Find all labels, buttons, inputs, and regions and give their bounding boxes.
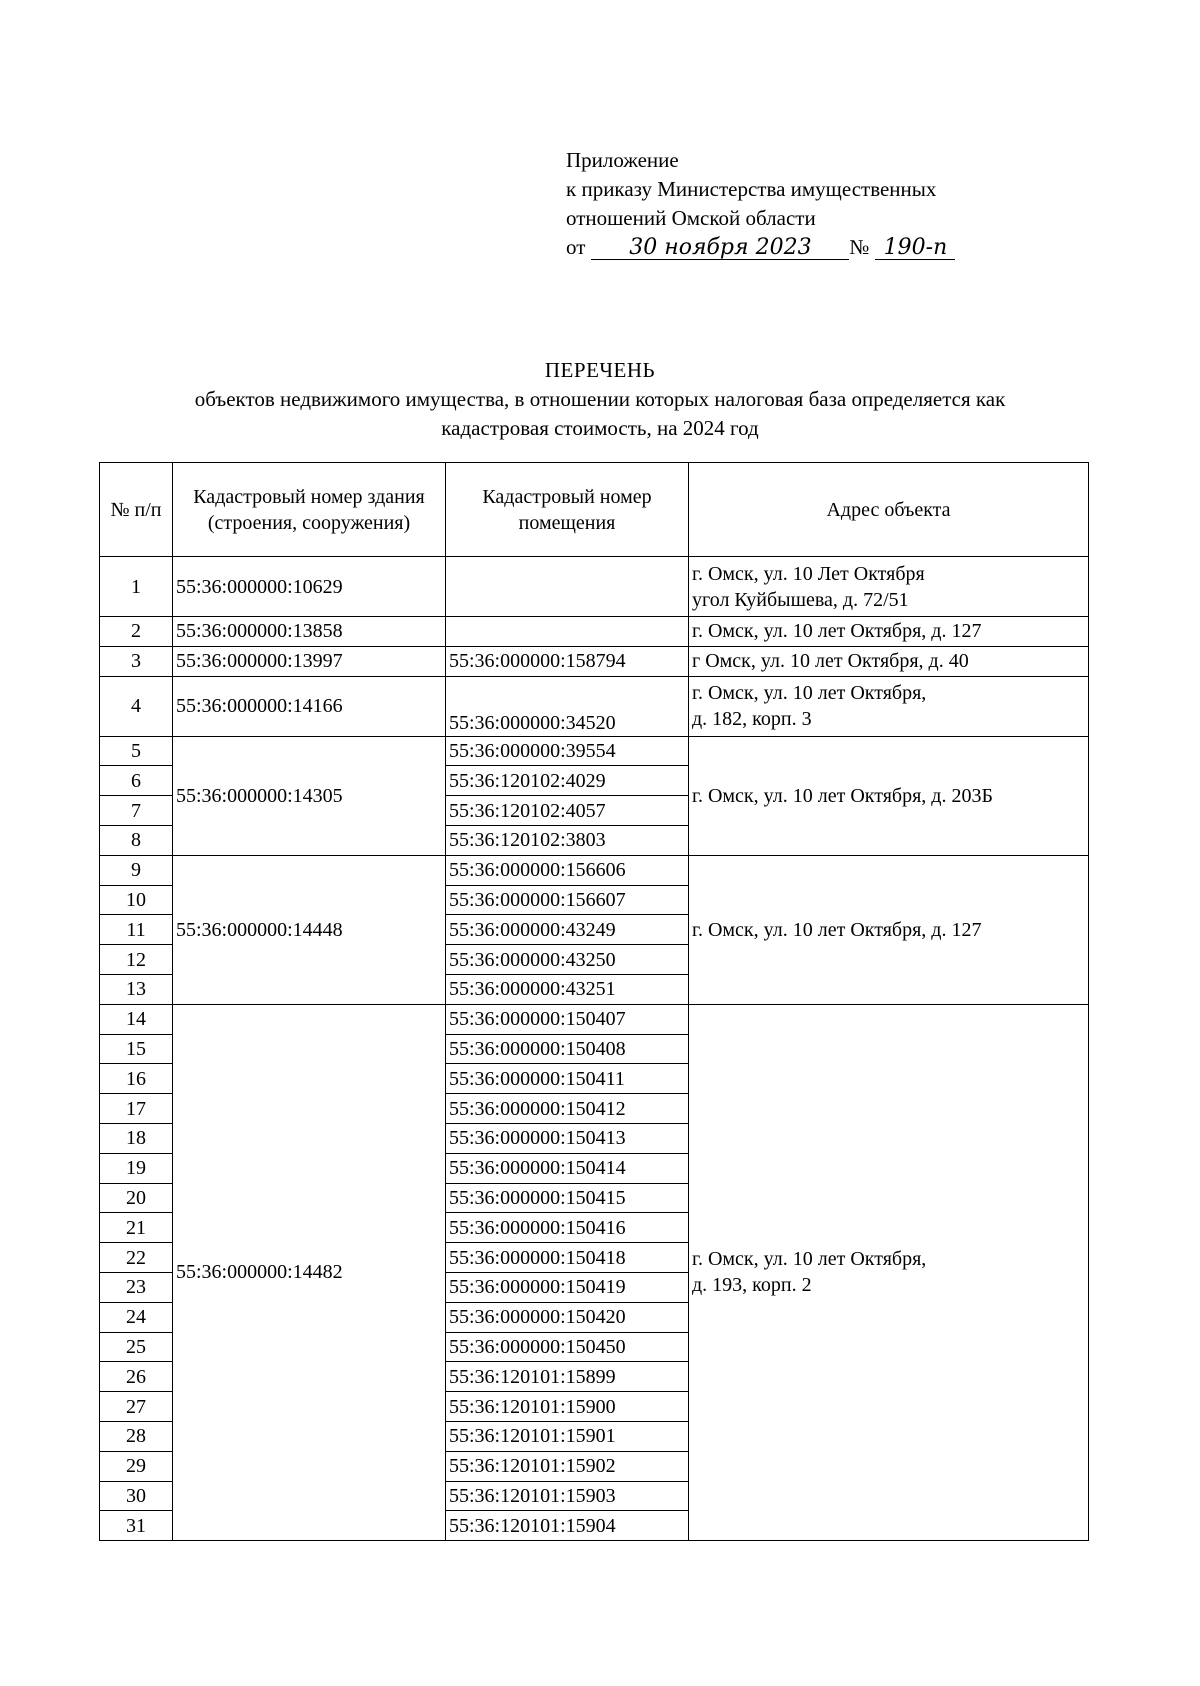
- room-cadastral-number: 55:36:000000:150420: [446, 1302, 689, 1332]
- address-line: д. 182, корп. 3: [692, 708, 812, 731]
- appendix-date-line: [566, 233, 955, 262]
- row-number: 30: [100, 1481, 173, 1511]
- room-cadastral-number: 55:36:000000:150411: [446, 1064, 689, 1094]
- document-title: [0, 356, 1200, 443]
- handwritten-number: 190-п: [875, 237, 955, 260]
- row-number: 26: [100, 1362, 173, 1392]
- address-line: г. Омск, ул. 10 лет Октября, д. 127: [692, 620, 982, 643]
- building-cadastral-number: 55:36:000000:10629: [173, 557, 446, 617]
- room-cadastral-number: 55:36:120102:4029: [446, 766, 689, 796]
- table-row: [100, 617, 1089, 647]
- table-row: [100, 855, 1089, 885]
- object-address: [689, 736, 1089, 855]
- building-cadastral-number: 55:36:000000:14305: [173, 736, 446, 855]
- row-number: 13: [100, 974, 173, 1004]
- property-table: [99, 462, 1089, 1541]
- row-number: 27: [100, 1392, 173, 1422]
- appendix-title: Приложение: [566, 148, 679, 172]
- room-cadastral-number: [446, 617, 689, 647]
- room-cadastral-number: 55:36:000000:150407: [446, 1004, 689, 1034]
- room-cadastral-number: 55:36:000000:150414: [446, 1153, 689, 1183]
- building-cadastral-number: 55:36:000000:13858: [173, 617, 446, 647]
- row-number: 14: [100, 1004, 173, 1034]
- row-number: 11: [100, 915, 173, 945]
- row-number: 25: [100, 1332, 173, 1362]
- row-number: 12: [100, 945, 173, 975]
- room-cadastral-number: 55:36:000000:150412: [446, 1094, 689, 1124]
- table-row: [100, 736, 1089, 766]
- row-number: 18: [100, 1123, 173, 1153]
- room-cadastral-number: 55:36:120101:15901: [446, 1421, 689, 1451]
- address-line: д. 193, корп. 2: [692, 1274, 812, 1297]
- row-number: 19: [100, 1153, 173, 1183]
- row-number: 9: [100, 855, 173, 885]
- handwritten-date: 30 ноября 2023: [591, 237, 849, 260]
- room-cadastral-number: 55:36:120101:15899: [446, 1362, 689, 1392]
- row-number: 24: [100, 1302, 173, 1332]
- room-cadastral-number: 55:36:000000:39554: [446, 736, 689, 766]
- room-cadastral-number: 55:36:000000:150415: [446, 1183, 689, 1213]
- object-address: [689, 646, 1089, 676]
- room-cadastral-number: 55:36:000000:150408: [446, 1034, 689, 1064]
- title-heading: ПЕРЕЧЕНЬ: [544, 358, 656, 382]
- room-cadastral-number: 55:36:000000:43250: [446, 945, 689, 975]
- room-cadastral-number: 55:36:000000:150418: [446, 1243, 689, 1273]
- room-cadastral-number: [446, 557, 689, 617]
- row-number: 6: [100, 766, 173, 796]
- row-number: 2: [100, 617, 173, 647]
- room-cadastral-number: 55:36:000000:150416: [446, 1213, 689, 1243]
- row-number: 21: [100, 1213, 173, 1243]
- building-cadastral-number: 55:36:000000:14166: [173, 676, 446, 736]
- building-cadastral-number: 55:36:000000:14448: [173, 855, 446, 1004]
- title-line-1: объектов недвижимого имущества, в отношении которых налоговая база определяется как: [194, 387, 1006, 411]
- address-line: г. Омск, ул. 10 лет Октября, д. 203Б: [692, 784, 993, 807]
- address-line: г. Омск, ул. 10 лет Октября, д. 127: [692, 918, 982, 941]
- room-cadastral-number: 55:36:000000:43251: [446, 974, 689, 1004]
- table-body: [100, 557, 1089, 1541]
- appendix-order-line: к приказу Министерства имущественных: [566, 177, 937, 201]
- object-address: [689, 557, 1089, 617]
- row-number: 17: [100, 1094, 173, 1124]
- table-header-row: [100, 463, 1089, 557]
- table-row: [100, 646, 1089, 676]
- row-number: 8: [100, 825, 173, 855]
- room-cadastral-number: 55:36:000000:34520: [446, 676, 689, 736]
- header-building-cadastral: Кадастровый номер здания (строения, сооружения): [173, 463, 446, 557]
- room-cadastral-number: 55:36:120101:15902: [446, 1451, 689, 1481]
- room-cadastral-number: 55:36:120102:3803: [446, 825, 689, 855]
- from-label: от: [566, 235, 586, 259]
- address-line: г Омск, ул. 10 лет Октября, д. 40: [692, 650, 969, 673]
- object-address: [689, 1004, 1089, 1540]
- room-cadastral-number: 55:36:120102:4057: [446, 796, 689, 826]
- room-cadastral-number: 55:36:000000:156606: [446, 855, 689, 885]
- room-cadastral-number: 55:36:000000:43249: [446, 915, 689, 945]
- row-number: 1: [100, 557, 173, 617]
- header-number: № п/п: [100, 463, 173, 557]
- row-number: 15: [100, 1034, 173, 1064]
- header-address: Адрес объекта: [689, 463, 1089, 557]
- appendix-ministry-line: отношений Омской области: [566, 206, 816, 230]
- row-number: 28: [100, 1421, 173, 1451]
- row-number: 22: [100, 1243, 173, 1273]
- room-cadastral-number: 55:36:000000:156607: [446, 885, 689, 915]
- number-label: №: [849, 235, 870, 259]
- header-room-cadastral: Кадастровый номер помещения: [446, 463, 689, 557]
- object-address: [689, 855, 1089, 1004]
- address-line: г. Омск, ул. 10 Лет Октября: [692, 562, 925, 585]
- room-cadastral-number: 55:36:120101:15903: [446, 1481, 689, 1511]
- object-address: [689, 676, 1089, 736]
- row-number: 23: [100, 1272, 173, 1302]
- table-row: [100, 557, 1089, 617]
- row-number: 7: [100, 796, 173, 826]
- appendix-block: [566, 146, 955, 262]
- row-number: 10: [100, 885, 173, 915]
- address-line: г. Омск, ул. 10 лет Октября,: [692, 682, 927, 705]
- building-cadastral-number: 55:36:000000:14482: [173, 1004, 446, 1540]
- title-line-2: кадастровая стоимость, на 2024 год: [441, 416, 759, 440]
- room-cadastral-number: 55:36:000000:150450: [446, 1332, 689, 1362]
- address-line: г. Омск, ул. 10 лет Октября,: [692, 1248, 927, 1271]
- room-cadastral-number: 55:36:000000:150419: [446, 1272, 689, 1302]
- room-cadastral-number: 55:36:000000:158794: [446, 646, 689, 676]
- row-number: 5: [100, 736, 173, 766]
- building-cadastral-number: 55:36:000000:13997: [173, 646, 446, 676]
- table-row: [100, 1004, 1089, 1034]
- room-cadastral-number: 55:36:120101:15904: [446, 1511, 689, 1541]
- row-number: 16: [100, 1064, 173, 1094]
- object-address: [689, 617, 1089, 647]
- row-number: 3: [100, 646, 173, 676]
- row-number: 20: [100, 1183, 173, 1213]
- row-number: 31: [100, 1511, 173, 1541]
- row-number: 4: [100, 676, 173, 736]
- row-number: 29: [100, 1451, 173, 1481]
- address-line: угол Куйбышева, д. 72/51: [692, 588, 909, 611]
- room-cadastral-number: 55:36:120101:15900: [446, 1392, 689, 1422]
- room-cadastral-number: 55:36:000000:150413: [446, 1123, 689, 1153]
- table-row: [100, 676, 1089, 736]
